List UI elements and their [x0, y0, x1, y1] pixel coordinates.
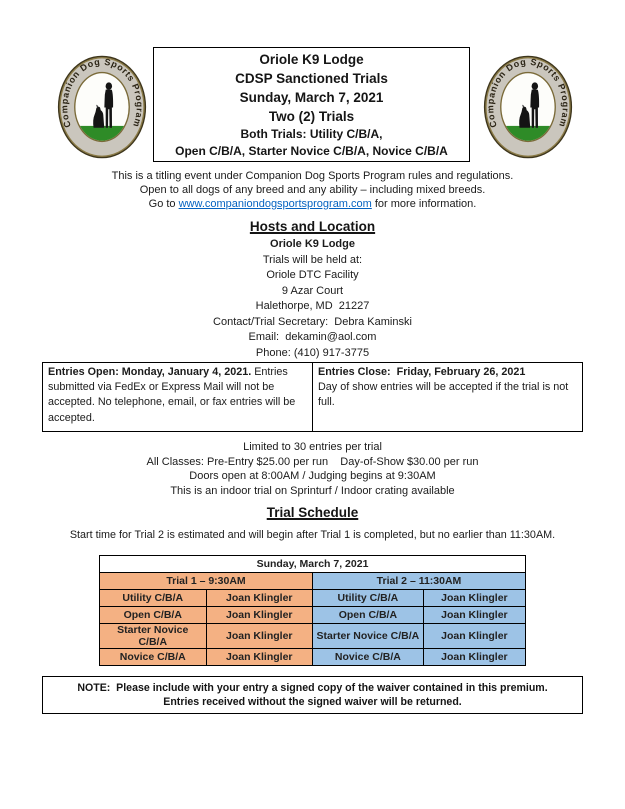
- event-classes-line-2: Open C/B/A, Starter Novice C/B/A, Novice C/B/A: [175, 143, 448, 158]
- entry-limit-line: Limited to 30 entries per trial: [243, 441, 382, 453]
- event-title-box: [153, 47, 470, 162]
- hosts-email: Email: dekamin@aol.com: [248, 331, 377, 343]
- trial2-header: Trial 2 – 11:30AM: [313, 573, 526, 590]
- waiver-note-line-2: Entries received without the signed waiver will be returned.: [163, 696, 462, 709]
- schedule-row: [100, 649, 526, 666]
- trial2-class-cell: Novice C/B/A: [313, 649, 424, 666]
- trial1-class-cell: Utility C/B/A: [100, 590, 207, 607]
- hosts-phone: Phone: (410) 917-3775: [255, 346, 370, 359]
- trial2-class-cell: Utility C/B/A: [313, 590, 424, 607]
- event-trials-count: Two (2) Trials: [268, 109, 355, 124]
- hosts-street-address: 9 Azar Court: [281, 284, 344, 297]
- trial2-judge-cell: Joan Klingler: [423, 649, 525, 666]
- hosts-venue-name: Oriole K9 Lodge: [270, 238, 355, 250]
- schedule-date-header: Sunday, March 7, 2021: [100, 556, 526, 573]
- indoor-trial-line: This is an indoor trial on Sprinturf / Indoor crating available: [170, 484, 455, 497]
- schedule-row: [100, 607, 526, 624]
- event-type-title: CDSP Sanctioned Trials: [235, 71, 388, 86]
- entries-close-date: Entries Close: Friday, February 26, 2021: [318, 366, 526, 378]
- trial-schedule-heading: Trial Schedule: [266, 505, 359, 521]
- waiver-note-box: [42, 676, 583, 714]
- trial2-judge-cell: Joan Klingler: [423, 607, 525, 624]
- intro-line-2: Open to all dogs of any breed and any ability – including mixed breeds.: [139, 184, 486, 196]
- document-header: [0, 0, 625, 162]
- event-venue-title: Oriole K9 Lodge: [259, 52, 364, 67]
- event-classes-line-1: Both Trials: Utility C/B/A,: [240, 127, 383, 141]
- hosts-city-state-zip: Halethorpe, MD 21227: [255, 300, 370, 312]
- intro-line-3: Go to www.companiondogsportsprogram.com for more information.: [148, 198, 477, 210]
- entries-close-rules: Day of show entries will be accepted if the trial is not full.: [318, 381, 572, 409]
- intro-section: [0, 169, 625, 211]
- cdsp-logo-icon: [57, 52, 147, 162]
- cdsp-logo-icon: [483, 52, 573, 162]
- trial1-judge-cell: Joan Klingler: [206, 590, 313, 607]
- waiver-note-line-1: NOTE: Please include with your entry a signed copy of the waiver contained in this premium.: [77, 682, 548, 695]
- hosts-contact-secretary: Contact/Trial Secretary: Debra Kaminski: [213, 315, 412, 328]
- trial1-judge-cell: Joan Klingler: [206, 649, 313, 666]
- entries-open-date: Entries Open: Monday, January 4, 2021.: [48, 366, 252, 378]
- event-date-title: Sunday, March 7, 2021: [239, 90, 384, 105]
- schedule-row: [100, 590, 526, 607]
- trial-schedule-table: [99, 555, 526, 666]
- schedule-row: [100, 624, 526, 649]
- hosts-line: Trials will be held at:: [262, 253, 363, 266]
- trial1-class-cell: Starter Novice C/B/A: [100, 624, 207, 649]
- trial-details-section: [0, 440, 625, 498]
- entries-open-close-table: [42, 362, 583, 432]
- entry-fees-line: All Classes: Pre-Entry $25.00 per run Day-of-Show $30.00 per run: [146, 455, 479, 468]
- doors-judging-line: Doors open at 8:00AM / Judging begins at 9:30AM: [189, 470, 436, 483]
- entries-open-rules: Entries submitted via FedEx or Express Mail will not be accepted. No telephone, email, or fax entries will be accepted.: [48, 366, 299, 424]
- trial2-class-cell: Starter Novice C/B/A: [313, 624, 424, 649]
- trial2-judge-cell: Joan Klingler: [423, 624, 525, 649]
- trial1-class-cell: Open C/B/A: [100, 607, 207, 624]
- hosts-location-section: [0, 237, 625, 361]
- trial1-judge-cell: Joan Klingler: [206, 607, 313, 624]
- hosts-facility: Oriole DTC Facility: [266, 269, 359, 281]
- entries-open-cell: [43, 363, 313, 432]
- trial1-header: Trial 1 – 9:30AM: [100, 573, 313, 590]
- entries-close-cell: [313, 363, 583, 432]
- hosts-location-heading: Hosts and Location: [249, 219, 376, 234]
- intro-line-1: This is a titling event under Companion Dog Sports Program rules and regulations.: [111, 170, 514, 182]
- trial2-judge-cell: Joan Klingler: [423, 590, 525, 607]
- trial2-class-cell: Open C/B/A: [313, 607, 424, 624]
- trial1-judge-cell: Joan Klingler: [206, 624, 313, 649]
- trial2-start-note: Start time for Trial 2 is estimated and will begin after Trial 1 is completed, but no earlier than 11:30AM.: [69, 529, 556, 542]
- cdsp-website-link[interactable]: www.companiondogsportsprogram.com: [178, 198, 372, 210]
- trial1-class-cell: Novice C/B/A: [100, 649, 207, 666]
